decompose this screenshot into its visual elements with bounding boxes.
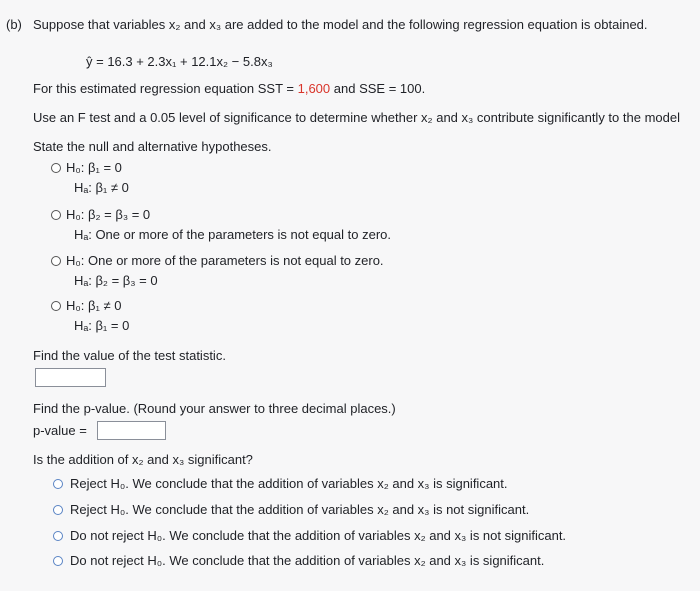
pvalue-prompt: Find the p-value. (Round your answer to three decimal places.) — [33, 401, 396, 416]
hypothesis-radio-2[interactable] — [51, 210, 61, 220]
hypothesis-3-ha: Hₐ: β₂ = β₃ = 0 — [74, 273, 158, 288]
significance-radio-2[interactable] — [53, 505, 63, 515]
significance-radio-4[interactable] — [53, 556, 63, 566]
significance-radio-3[interactable] — [53, 531, 63, 541]
intro-text: Suppose that variables x₂ and x₃ are added to the model and the following regression equation is obtained. — [33, 17, 648, 32]
hypothesis-1-h0: H₀: β₁ = 0 — [66, 160, 122, 175]
part-label: (b) — [6, 17, 22, 32]
regression-equation: ŷ = 16.3 + 2.3x₁ + 12.1x₂ − 5.8x₃ — [86, 54, 273, 69]
sst-sse-line — [33, 81, 425, 97]
hypothesis-4-ha: Hₐ: β₁ = 0 — [74, 318, 130, 333]
hypothesis-radio-1[interactable] — [51, 163, 61, 173]
significance-option-4: Do not reject H₀. We conclude that the addition of variables x₂ and x₃ is significant. — [70, 553, 545, 568]
test-stat-prompt: Find the value of the test statistic. — [33, 348, 226, 363]
hypotheses-prompt: State the null and alternative hypotheses. — [33, 139, 272, 154]
significance-prompt: Is the addition of x₂ and x₃ significant? — [33, 452, 253, 467]
instruction-text: Use an F test and a 0.05 level of significance to determine whether x₂ and x₃ contribute significantly to the model — [33, 110, 680, 125]
hypothesis-1-ha: Hₐ: β₁ ≠ 0 — [74, 180, 129, 195]
sse-text: and SSE = 100. — [333, 81, 426, 96]
significance-option-3: Do not reject H₀. We conclude that the addition of variables x₂ and x₃ is not significant. — [70, 528, 567, 543]
hypothesis-radio-3[interactable] — [51, 256, 61, 266]
test-stat-input[interactable] — [35, 368, 106, 387]
sst-prefix: For this estimated regression equation SST = — [33, 81, 294, 96]
significance-radio-1[interactable] — [53, 479, 63, 489]
hypothesis-3-h0: H₀: One or more of the parameters is not equal to zero. — [66, 253, 384, 268]
hypothesis-2-ha: Hₐ: One or more of the parameters is not equal to zero. — [74, 227, 391, 242]
hypothesis-4-h0: H₀: β₁ ≠ 0 — [66, 298, 122, 313]
significance-option-2: Reject H₀. We conclude that the addition of variables x₂ and x₃ is not significant. — [70, 502, 530, 517]
significance-option-1: Reject H₀. We conclude that the addition of variables x₂ and x₃ is significant. — [70, 476, 508, 491]
hypothesis-2-h0: H₀: β₂ = β₃ = 0 — [66, 207, 151, 222]
pvalue-label: p-value = — [33, 423, 87, 438]
sst-value: 1,600 — [297, 81, 331, 96]
hypothesis-radio-4[interactable] — [51, 301, 61, 311]
pvalue-input[interactable] — [97, 421, 166, 440]
